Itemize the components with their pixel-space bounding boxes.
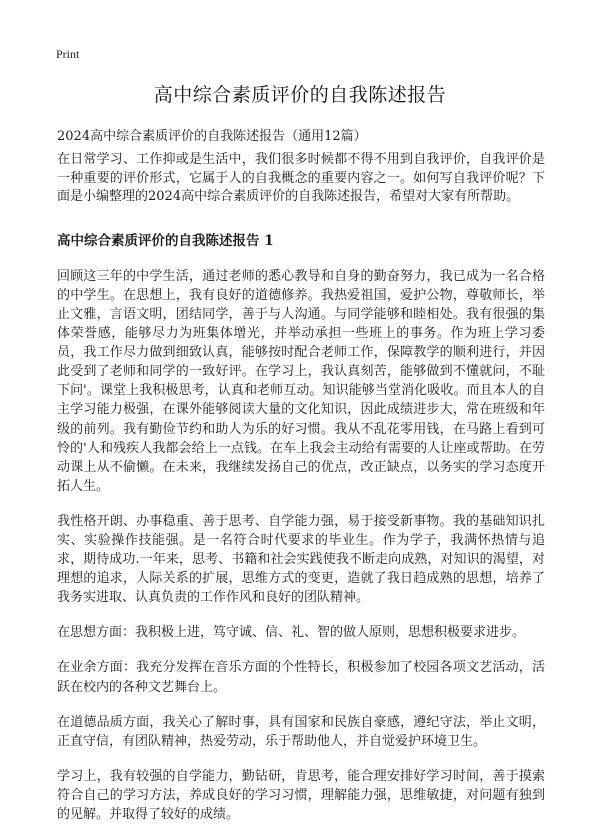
body-paragraph-1: 回顾这三年的中学生活，通过老师的悉心教导和自身的勤奋努力，我已成为一名合格的中学生。在思想上，我有良好的道德修养。我热爱祖国，爱护公物，尊敬师长，举止文雅，言语文明，团结同学，善于与人沟通。与同学能够和睦相处。我有很强的集体荣誉感，能够尽力为班集体增光，并举动承担一些班上的事务。作为班上学习委员，我工作尽力做到细致认真，能够按时配合老师工作，保障教学的顺利进行，并因此受到了老师和同学的一致好评。在学习上，我认真刻苦，能够做到不懂就问，不耻下问'。课堂上我积极思考，认真和老师互动。知识能够当堂消化吸收。而且本人的自主学习能力极强，在课外能够阅读大量的文化知识，因此成绩进步大，常在班级和年级的前列。我有勤俭节约和助人为乐的好习惯。我从不乱花零用钱，在马路上看到可怜的'人和残疾人我都会给上一点钱。在车上我会主动给有需要的人让座或帮助。在劳动课上从不偷懒。在未来，我继续发扬自己的优点，改正缺点，以务实的学习态度开拓人生。 (57, 268, 545, 494)
body-paragraph-5: 在道德品质方面，我关心了解时事，具有国家和民族自豪感，遵纪守法，举止文明，正直守信，有团队精神，热爱劳动，乐于帮助他人，并自觉爱护环境卫生。 (57, 714, 545, 749)
body-paragraph-6: 学习上，我有较强的自学能力，勤钻研，肯思考，能合理安排好学习时间，善于摸索符合自己的学习方法，养成良好的学习习惯，理解能力强，思维敏捷，对问题有独到的见解。并取得了较好的成绩。 (57, 768, 545, 823)
body-paragraph-3: 在思想方面：我积极上进，笃守诚、信、礼、智的做人原则，思想积极要求进步。 (57, 625, 526, 641)
print-link[interactable]: Print (56, 47, 80, 61)
intro-paragraph: 在日常学习、工作抑或是生活中，我们很多时候都不得不用到自我评价，自我评价是一种重要的评价形式，它属于人的自我概念的重要内容之一。如何写自我评价呢？下面是小编整理的2024高中综合素质评价的自我陈述报告，希望对大家有所帮助。 (57, 152, 545, 205)
body-paragraph-2: 我性格开朗、办事稳重、善于思考、自学能力强，易于接受新事物。我的基础知识扎实、实验操作技能强。是一名符合时代要求的毕业生。作为学子，我满怀热情与追求，期待成功.一年来，思考、书籍和社会实践使我不断走向成熟，对知识的渴望，对理想的追求，人际关系的扩展，思维方式的变更，造就了我日趋成熟的思想，培养了我务实进取、认真负责的工作作风和良好的团队精神。 (57, 513, 545, 606)
body-paragraph-4: 在业余方面：我充分发挥在音乐方面的个性特长，积极参加了校园各项文艺活动，活跃在校内的各种文艺舞台上。 (57, 660, 545, 695)
document-body (57, 151, 545, 840)
document-title: 高中综合素质评价的自我陈述报告 (153, 84, 447, 106)
section-heading: 高中综合素质评价的自我陈述报告 1 (57, 232, 274, 249)
document-subtitle: 2024高中综合素质评价的自我陈述报告（通用12篇） (57, 129, 367, 144)
